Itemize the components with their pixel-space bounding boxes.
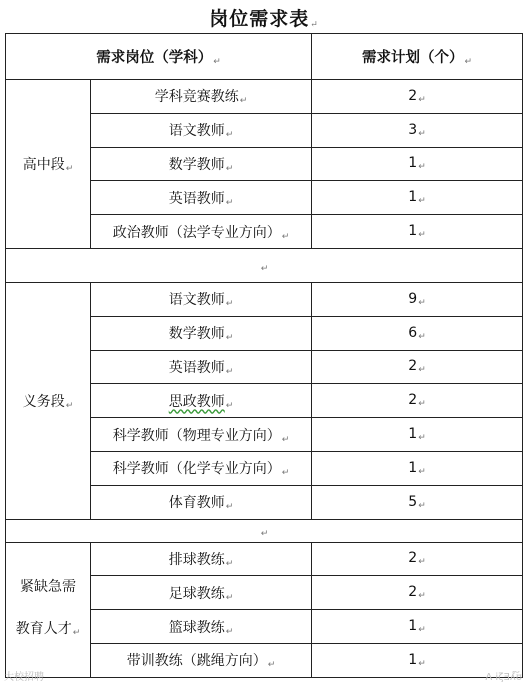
position-cell: 足球教练↵: [91, 576, 312, 610]
separator-row: [6, 248, 523, 282]
plan-cell: 1↵: [312, 418, 523, 452]
plan-cell: 2↵: [312, 576, 523, 610]
plan-cell: 1↵: [312, 181, 523, 215]
plan-cell: 3↵: [312, 113, 523, 147]
separator-cell: ↵: [6, 248, 523, 282]
table-row: [6, 80, 523, 114]
plan-cell: 1↵: [312, 610, 523, 644]
plan-cell: 2↵: [312, 384, 523, 418]
position-cell: 语文教师↵: [91, 282, 312, 316]
position-cell: 数学教师↵: [91, 147, 312, 181]
page-title: 岗位需求表↵: [209, 8, 319, 30]
plan-cell: 1↵: [312, 451, 523, 485]
position-cell: 英语教师↵: [91, 181, 312, 215]
table-header-row: [6, 34, 523, 80]
group-label-high-school: 高中段↵: [6, 80, 91, 249]
header-plan: 需求计划（个）↵: [312, 34, 523, 80]
position-cell: 政治教师（法学专业方向）↵: [91, 215, 312, 249]
position-cell: 排球教练↵: [91, 542, 312, 576]
plan-cell: 2↵: [312, 80, 523, 114]
header-position: 需求岗位（学科）↵: [6, 34, 312, 80]
watermark: 大校招聘: [4, 672, 44, 683]
plan-cell: 1↵: [312, 147, 523, 181]
position-cell: 体育教师↵: [91, 485, 312, 519]
position-cell: 数学教师↵: [91, 316, 312, 350]
position-cell: 学科竞赛教练↵: [91, 80, 312, 114]
plan-cell: 1↵: [312, 643, 523, 677]
plan-cell: 2↵: [312, 542, 523, 576]
position-cell: 英语教师↵: [91, 350, 312, 384]
position-cell: 科学教师（物理专业方向）↵: [91, 418, 312, 452]
watermark-right: Ʌ iζƎʎ͠ʊ: [485, 672, 522, 683]
position-cell: 语文教师↵: [91, 113, 312, 147]
plan-cell: 6↵: [312, 316, 523, 350]
plan-cell: 1↵: [312, 215, 523, 249]
separator-row: [6, 519, 523, 542]
plan-cell: 2↵: [312, 350, 523, 384]
position-cell: 带训教练（跳绳方向）↵: [91, 643, 312, 677]
table-row: [6, 542, 523, 576]
position-cell: 科学教师（化学专业方向）↵: [91, 451, 312, 485]
group-label-compulsory: 义务段↵: [6, 282, 91, 519]
plan-cell: 5↵: [312, 485, 523, 519]
table-row: [6, 282, 523, 316]
group-label-shortage: 紧缺急需 教育人才↵: [6, 542, 91, 677]
job-demand-table: [5, 33, 523, 678]
separator-cell: ↵: [6, 519, 523, 542]
plan-cell: 9↵: [312, 282, 523, 316]
position-cell: 思政教师↵: [91, 384, 312, 418]
position-cell: 篮球教练↵: [91, 610, 312, 644]
